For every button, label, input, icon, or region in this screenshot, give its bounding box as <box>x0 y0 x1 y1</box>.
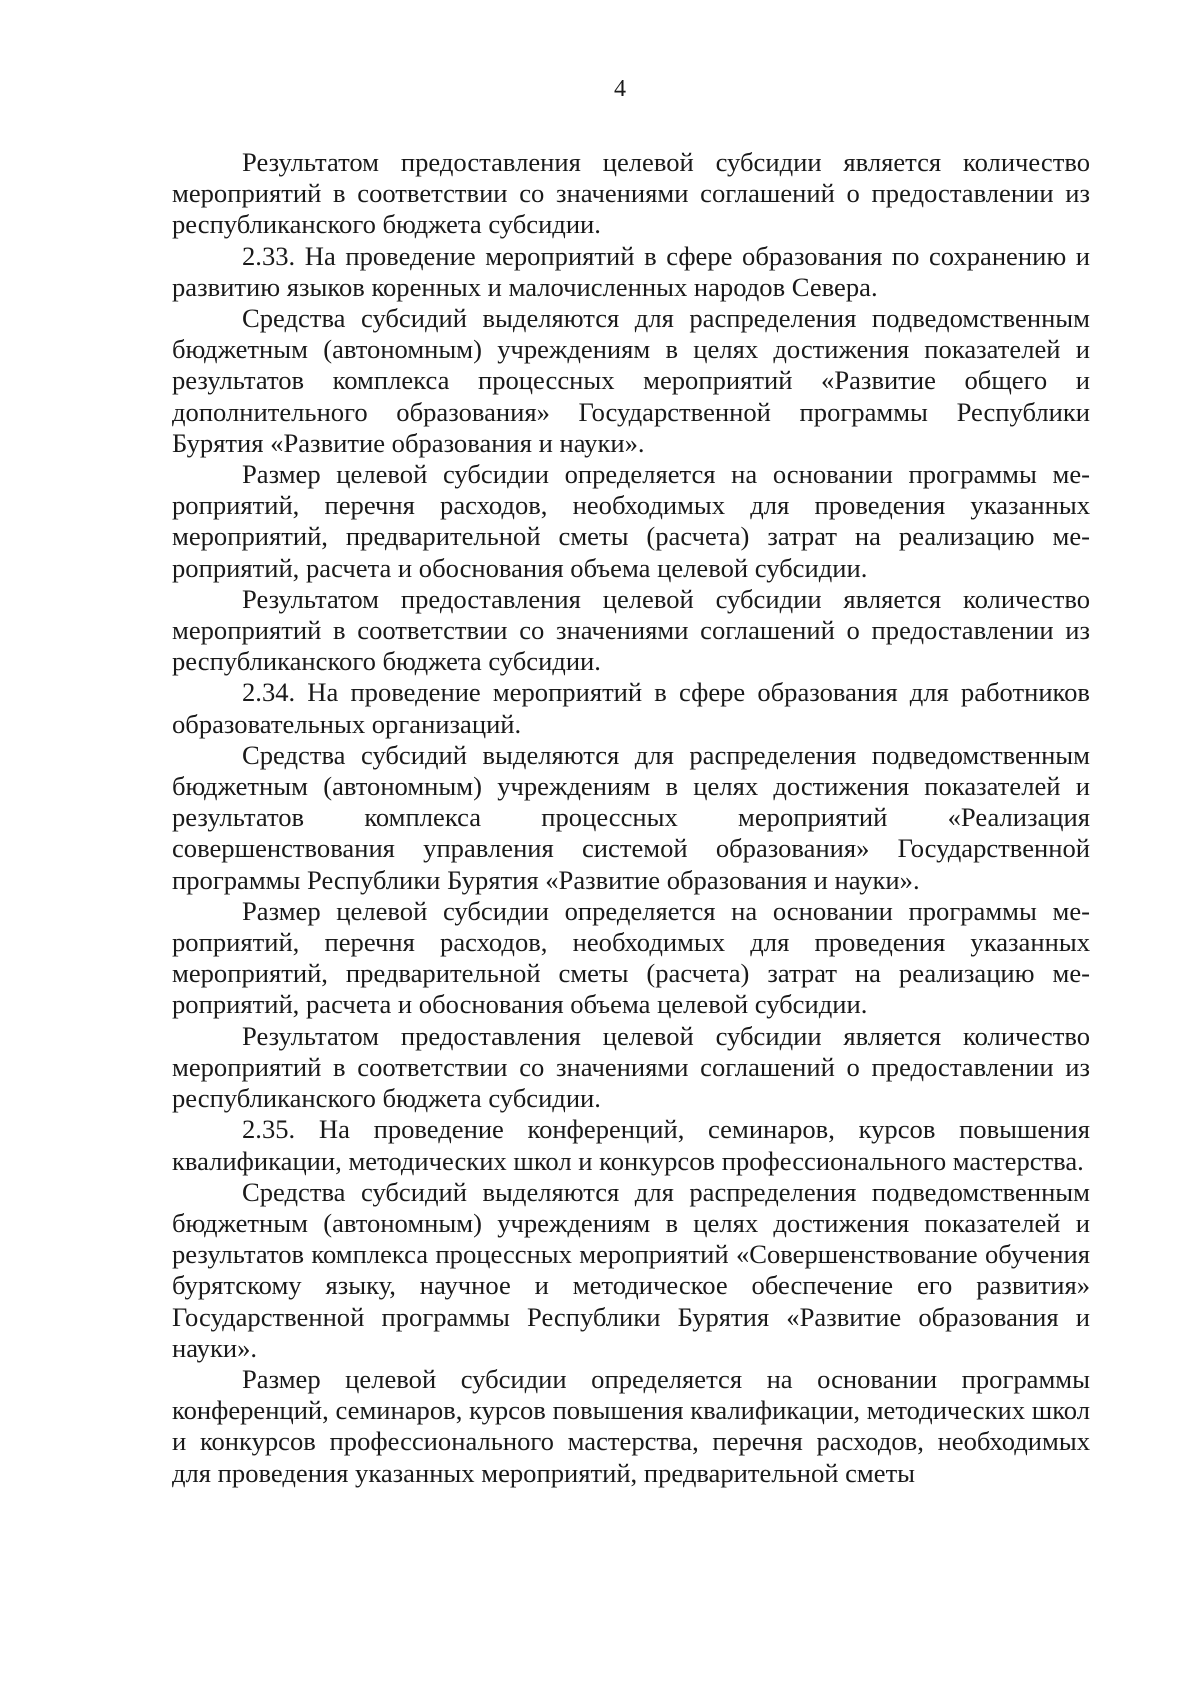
paragraph: Размер целевой субсидии определяется на основании программы мероприятий, перечня расходов, необходимых для проведения указанных мероприятий, предварительной сметы (расчета) затрат на реализацию мероприятий, расчета и обоснования объема целевой субсидии. <box>172 459 1090 583</box>
document-body <box>172 147 1090 1489</box>
paragraph: 2.35. На проведение конференций, семинаров, курсов повышения квалификации, методических школ и конкурсов профессионального мастерства. <box>172 1114 1090 1176</box>
paragraph: 2.34. На проведение мероприятий в сфере образования для работников образовательных организаций. <box>172 677 1090 739</box>
paragraph: Размер целевой субсидии определяется на основании программы мероприятий, перечня расходов, необходимых для проведения указанных мероприятий, предварительной сметы (расчета) затрат на реализацию мероприятий, расчета и обоснования объема целевой субсидии. <box>172 895 1090 1020</box>
paragraph: 2.33. На проведение мероприятий в сфере образования по сохранению и развитию языков коренных и малочисленных народов Севера. <box>172 240 1090 302</box>
paragraph: Результатом предоставления целевой субсидии является количество мероприятий в соответствии со значениями соглашений о предоставлении из республиканского бюджета субсидии. <box>172 147 1090 240</box>
paragraph: Результатом предоставления целевой субсидии является количество мероприятий в соответствии со значениями соглашений о предоставлении из республиканского бюджета субсидии. <box>172 583 1090 677</box>
paragraph: Средства субсидий выделяются для распределения подведомственным бюджетным (автономным) учреждениям в целях достижения показателей и результатов комплекса процессных мероприятий «Реализация совершенствования управления системой образования» Государственной программы Республики Бурятия «Развитие образования и науки». <box>172 739 1090 895</box>
paragraph: Результатом предоставления целевой субсидии является количество мероприятий в соответствии со значениями соглашений о предоставлении из республиканского бюджета субсидии. <box>172 1020 1090 1114</box>
page-number: 4 <box>614 76 626 102</box>
paragraph: Средства субсидий выделяются для распределения подведомственным бюджетным (автономным) учреждениям в целях достижения показателей и результатов комплекса процессных мероприятий «Развитие общего и дополнительного образования» Государственной программы Республики Бурятия «Развитие образования и науки». <box>172 303 1090 458</box>
paragraph: Средства субсидий выделяются для распределения подведомственным бюджетным (автономным) учреждениям в целях достижения показателей и результатов комплекса процессных мероприятий «Совершенствование обучения бурятскому языку, научное и методическое обеспечение его развития» Государственной программы Республики Бурятия «Развитие образования и науки». <box>172 1176 1090 1363</box>
paragraph: Размер целевой субсидии определяется на основании программы конференций, семинаров, курсов повышения квалификации, методических школ и конкурсов профессионального мастерства, перечня расходов, необходимых для проведения указанных мероприятий, предварительной сметы <box>172 1363 1090 1488</box>
